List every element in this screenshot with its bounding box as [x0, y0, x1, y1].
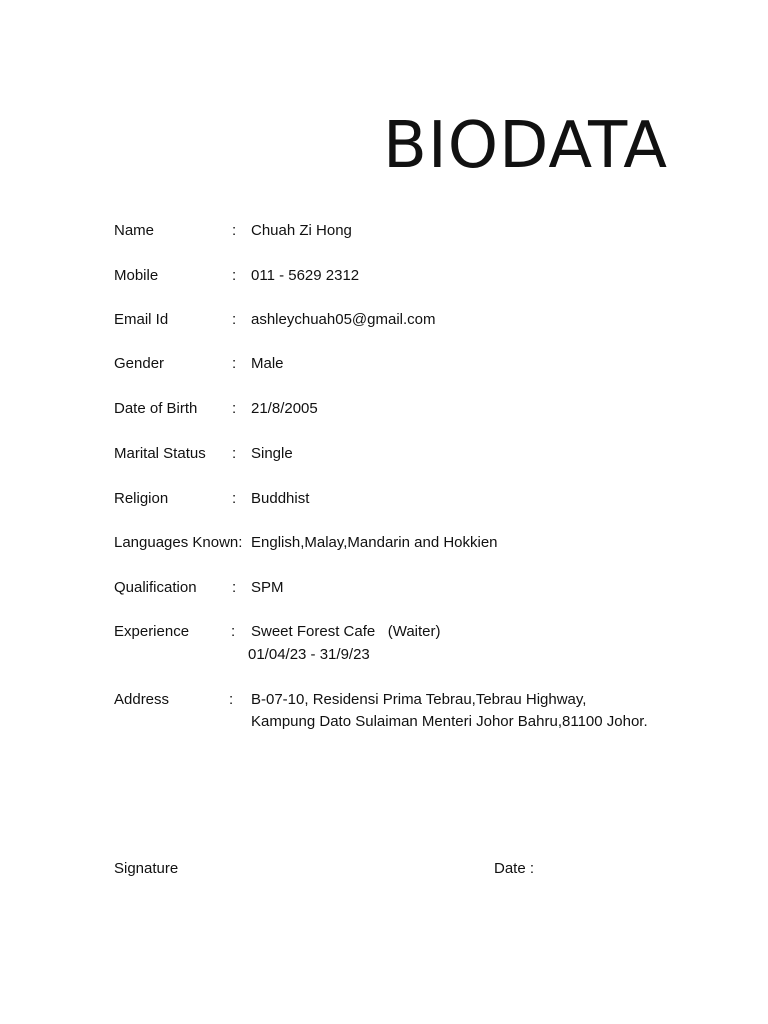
mobile-value: 011 - 5629 2312: [251, 267, 360, 284]
page-title: BIODATA: [383, 109, 669, 183]
religion-label: Religion: [114, 490, 169, 507]
gender-value: Male: [251, 355, 284, 372]
experience-label: Experience: [114, 623, 190, 640]
religion-value: Buddhist: [251, 490, 310, 507]
email-label: Email Id: [114, 311, 169, 328]
name-label: Name: [114, 222, 155, 239]
marital-colon: :: [232, 445, 237, 462]
marital-label: Marital Status: [114, 445, 206, 462]
qualification-label: Qualification: [114, 579, 197, 596]
qualification-colon: :: [232, 579, 237, 596]
date-label: Date :: [494, 860, 535, 877]
languages-value: English,Malay,Mandarin and Hokkien: [251, 534, 498, 551]
name-value: Chuah Zi Hong: [251, 222, 352, 239]
experience-dates: 01/04/23 - 31/9/23: [248, 646, 370, 663]
mobile-colon: :: [232, 267, 237, 284]
mobile-label: Mobile: [114, 267, 159, 284]
qualification-value: SPM: [251, 579, 284, 596]
address-line-1: B-07-10, Residensi Prima Tebrau,Tebrau Highway,: [251, 691, 587, 708]
dob-label: Date of Birth: [114, 400, 198, 417]
email-value: ashleychuah05@gmail.com: [251, 311, 436, 328]
address-label: Address: [114, 691, 170, 708]
religion-colon: :: [232, 490, 237, 507]
name-colon: :: [232, 222, 237, 239]
address-line-2: Kampung Dato Sulaiman Menteri Johor Bahru,81100 Johor.: [251, 713, 648, 730]
dob-value: 21/8/2005: [251, 400, 318, 417]
experience-colon: :: [231, 623, 236, 640]
address-colon: :: [229, 691, 234, 708]
marital-value: Single: [251, 445, 293, 462]
gender-label: Gender: [114, 355, 165, 372]
experience-value: Sweet Forest Cafe (Waiter): [251, 623, 441, 640]
gender-colon: :: [232, 355, 237, 372]
dob-colon: :: [232, 400, 237, 417]
signature-label: Signature: [114, 860, 179, 877]
languages-label: Languages Known:: [114, 534, 243, 551]
email-colon: :: [232, 311, 237, 328]
